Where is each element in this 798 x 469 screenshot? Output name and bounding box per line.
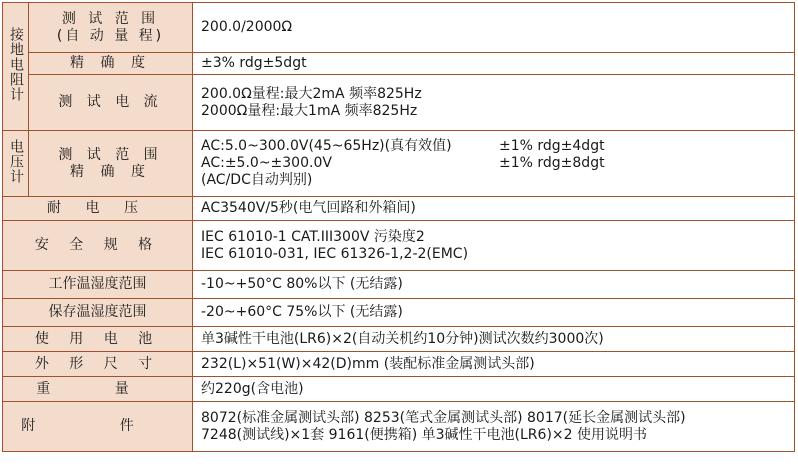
table-row <box>3 3 795 53</box>
battery-label: 使 用 电 池 <box>3 327 193 352</box>
table-row <box>3 352 795 377</box>
accessories-label: 附 件 <box>3 402 193 452</box>
ground-accuracy-value: ±3% rdg±5dgt <box>193 53 795 75</box>
accessories-value: 8072(标准金属测试头部) 8253(笔式金属测试头部) 8017(延长金属测试头部) 7248(测试线)×1套 9161(便携箱) 单3碱性干电池(LR6)×2 使用说明书 <box>193 402 795 452</box>
voltage-group-label: 电压计 <box>3 131 29 197</box>
table-row <box>3 402 795 452</box>
dimensions-value: 232(L)×51(W)×42(D)mm (装配标准金属测试头部) <box>193 352 795 377</box>
storage-env-value: -20~+60°C 75%以下 (无结露) <box>193 299 795 327</box>
withstand-label: 耐 电 压 <box>3 197 193 221</box>
op-env-value: -10~+50°C 80%以下 (无结露) <box>193 271 795 299</box>
safety-label: 安 全 规 格 <box>3 221 193 271</box>
ground-current-value: 200.0Ω量程:最大2mA 频率825Hz 2000Ω量程:最大1mA 频率825Hz <box>193 75 795 131</box>
ground-group-label: 接地电阻计 <box>3 3 29 131</box>
table-row <box>3 75 795 131</box>
battery-value: 单3碱性干电池(LR6)×2(自动关机约10分钟)测试次数约3000次) <box>193 327 795 352</box>
table-row <box>3 299 795 327</box>
table-row <box>3 221 795 271</box>
table-row <box>3 377 795 402</box>
voltage-value: AC:5.0~300.0V(45~65Hz)(真有效值) ±1% rdg±4dgt AC:±5.0~±300.0V ±1% rdg±8dgt (AC/DC自动判别) <box>193 131 795 197</box>
table-row <box>3 327 795 352</box>
table-row <box>3 197 795 221</box>
table-row <box>3 53 795 75</box>
ground-range-label: 测 试 范 围 (自 动 量 程) <box>29 3 193 53</box>
withstand-value: AC3540V/5秒(电气回路和外箱间) <box>193 197 795 221</box>
dimensions-label: 外 形 尺 寸 <box>3 352 193 377</box>
storage-env-label: 保存温湿度范围 <box>3 299 193 327</box>
table-row <box>3 131 795 197</box>
weight-value: 约220g(含电池) <box>193 377 795 402</box>
weight-label: 重 量 <box>3 377 193 402</box>
safety-value: IEC 61010-1 CAT.III300V 污染度2 IEC 61010-031, IEC 61326-1,2-2(EMC) <box>193 221 795 271</box>
ground-range-value: 200.0/2000Ω <box>193 3 795 53</box>
spec-table <box>2 2 795 452</box>
table-row <box>3 271 795 299</box>
ground-accuracy-label: 精 确 度 <box>29 53 193 75</box>
voltage-range-accuracy-label: 测 试 范 围 精 确 度 <box>29 131 193 197</box>
ground-current-label: 测 试 电 流 <box>29 75 193 131</box>
op-env-label: 工作温湿度范围 <box>3 271 193 299</box>
